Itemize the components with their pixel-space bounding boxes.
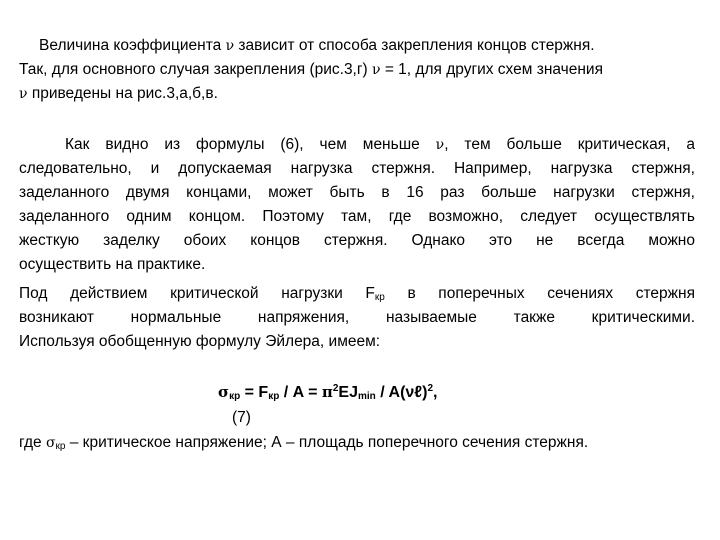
text-line: ν приведены на рис.3,а,б,в. [19,85,218,102]
euler-formula: $\sigma_{кр} = F_{кр} / A = \pi^2EJ_{min}$ / A(νℓ)$^2$, [218,383,438,402]
paragraph-critical-stress [19,282,695,354]
equation-number: (7) [232,409,251,426]
text-line: заделанного одним концом. Поэтому там, где возможно, следует осуществлять [19,208,695,225]
text-line: Как видно из формулы (6), чем меньше ν, тем больше критическая, а [65,136,695,153]
text-line: заделанного двумя концами, может быть в 16 раз больше нагрузки стержня, [19,184,695,201]
text-line: Величина коэффициента ν зависит от способа закрепления концов стержня. [39,37,595,54]
text-line: осуществить на практике. [19,256,206,273]
text-line: возникают нормальные напряжения, называемые также критическими. [19,309,695,326]
formula-explanation: где $\sigma_{кр}$ – критическое напряжение; А – площадь поперечного сечения стержня. [19,434,589,452]
text-line: Так, для основного случая закрепления (рис.3,г) ν = 1, для других схем значения [19,61,603,78]
paragraph-formula-discussion [19,133,695,277]
paragraph-coefficient [19,34,695,106]
text-line: следовательно, и допускаемая нагрузка стержня. Например, нагрузка стержня, [19,160,695,177]
text-line: Используя обобщенную формулу Эйлера, имеем: [19,333,381,350]
text-line: Под действием критической нагрузки $F_{кр}$ в поперечных сечениях стержня [19,285,695,303]
text-line: жесткую заделку обоих концов стержня. Однако это не всегда можно [19,232,695,249]
